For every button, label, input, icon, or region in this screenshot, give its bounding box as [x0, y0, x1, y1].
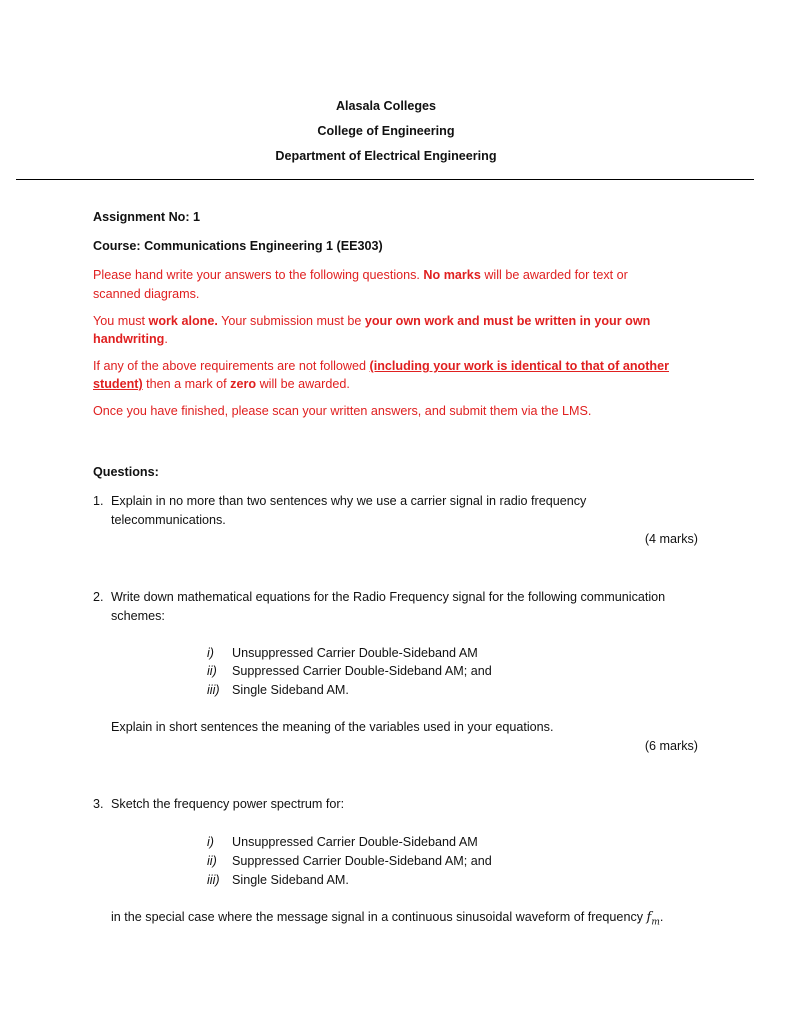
question-3-item-2: ii) Suppressed Carrier Double-Sideband AM; and	[207, 854, 492, 868]
instruction-1-line-2: scanned diagrams.	[93, 287, 200, 301]
question-3-item-3: iii) Single Sideband AM.	[207, 873, 349, 887]
question-3-number: 3.	[93, 797, 104, 811]
instruction-2-line-1: You must work alone. Your submission must be your own work and must be written in your own	[93, 314, 651, 328]
college-name: College of Engineering	[317, 124, 455, 138]
question-2-explain: Explain in short sentences the meaning of the variables used in your equations.	[111, 720, 554, 734]
question-3-item-1: i) Unsuppressed Carrier Double-Sideband AM	[207, 835, 478, 849]
question-1-number: 1.	[93, 494, 104, 508]
question-1-line-2: telecommunications.	[111, 513, 226, 527]
question-2-line-1: 2. Write down mathematical equations for the Radio Frequency signal for the following communication	[93, 590, 666, 604]
question-2-item-2: ii) Suppressed Carrier Double-Sideband AM; and	[207, 664, 492, 678]
question-2-number: 2.	[93, 590, 104, 604]
question-2-item-1: i) Unsuppressed Carrier Double-Sideband AM	[207, 646, 478, 660]
question-2-marks: (6 marks)	[644, 739, 698, 753]
instruction-1-line-1: Please hand write your answers to the following questions. No marks will be awarded for text or	[93, 268, 628, 282]
institution-name: Alasala Colleges	[335, 99, 437, 113]
question-3-closing: in the special case where the message signal in a continuous sinusoidal waveform of frequency $f_m$.	[111, 910, 664, 928]
department-name: Department of Electrical Engineering	[275, 149, 497, 163]
questions-heading: Questions:	[93, 465, 159, 479]
course-title: Course: Communications Engineering 1 (EE303)	[93, 239, 383, 253]
question-1-marks: (4 marks)	[644, 532, 698, 546]
question-2-item-3: iii) Single Sideband AM.	[207, 683, 349, 697]
instruction-4: Once you have finished, please scan your written answers, and submit them via the LMS.	[93, 404, 592, 418]
instruction-2-line-2: handwriting.	[93, 332, 168, 346]
assignment-number: Assignment No: 1	[93, 210, 201, 224]
question-3-line-1: 3. Sketch the frequency power spectrum for:	[93, 797, 345, 811]
header-divider	[16, 179, 754, 180]
question-2-line-2: schemes:	[111, 609, 165, 623]
question-1-line-1: 1. Explain in no more than two sentences why we use a carrier signal in radio frequency	[93, 494, 587, 508]
frequency-symbol: $f_m$	[646, 910, 660, 928]
instruction-3-line-1: If any of the above requirements are not followed (including your work is identical to that of another	[93, 359, 669, 373]
instruction-3-line-2: student) then a mark of zero will be awarded.	[93, 377, 350, 391]
